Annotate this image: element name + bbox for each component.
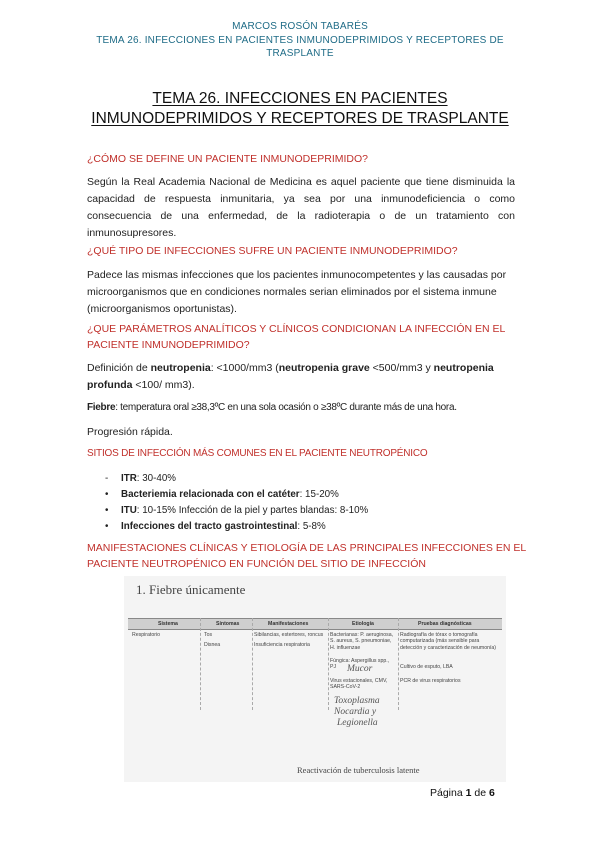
- question-parameters: ¿QUE PARÁMETROS ANALÍTICOS Y CLÍNICOS CONDICIONAN LA INFECCIÓN EN EL PACIENTE INMUNODEPRIMIDO?: [87, 323, 505, 351]
- table-header-cell: Síntomas: [216, 621, 240, 627]
- paragraph-progresion: Progresión rápida.: [87, 426, 173, 438]
- table-cell: Tos: [204, 632, 213, 638]
- handwritten-note: Nocardia y: [334, 707, 377, 717]
- paragraph-definition: Según la Real Academia Nacional de Medicina es aquel paciente que tiene disminuida la capacidad de respuesta inmunitaria, ya sea por una inmunodeficiencia o como consecuencia de una enfermedad, de la radioterapia o de un tratamiento con inmunosupresores.: [87, 176, 515, 239]
- page-title-line1: TEMA 26. INFECCIONES EN PACIENTES: [152, 90, 448, 107]
- page-number: Página 1 de 6: [430, 787, 495, 799]
- table-header-row: [128, 618, 502, 630]
- list-item: • ITU: 10-15% Infección de la piel y partes blandas: 8-10%: [105, 505, 369, 516]
- question-definition: ¿CÓMO SE DEFINE UN PACIENTE INMUNODEPRIMIDO?: [87, 153, 368, 165]
- handwritten-note: Toxoplasma: [334, 696, 380, 706]
- handwritten-note: Legionella: [337, 718, 378, 728]
- table-cell: Respiratorio: [132, 632, 160, 638]
- table-header-cell: Pruebas diagnósticas: [418, 621, 472, 627]
- table-cell: Disnea: [204, 642, 221, 648]
- question-infection-type: ¿QUÉ TIPO DE INFECCIONES SUFRE UN PACIENTE INMUNODEPRIMIDO?: [87, 245, 458, 257]
- page-title-line2: INMUNODEPRIMIDOS Y RECEPTORES DE TRASPLANTE: [91, 110, 509, 127]
- clinical-table-figure: [124, 576, 506, 782]
- table-cell: Fúngica: Aspergillus spp., PJ: [330, 658, 390, 671]
- table-cell: Bacterianas: P. aeruginosa, S. aureus, S. pneumoniae, H. influenzae: [330, 632, 394, 651]
- list-item: • Infecciones del tracto gastrointestinal: 5-8%: [105, 521, 326, 532]
- header-author: MARCOS ROSÓN TABARÉS: [232, 21, 368, 32]
- paragraph-infection-type: Padece las mismas infecciones que los pacientes inmunocompetentes y las causadas por microorganismos que en condiciones normales serian eliminados por el sistema inmune (microorganismos oportunistas).: [87, 269, 507, 315]
- header-topic-cont: TRASPLANTE: [266, 48, 334, 59]
- heading-infection-sites: SITIOS DE INFECCIÓN MÁS COMUNES EN EL PACIENTE NEUTROPÉNICO: [87, 448, 428, 459]
- table-header-cell: Sistema: [158, 621, 178, 627]
- figure-title: 1. Fiebre únicamente: [136, 582, 246, 597]
- paragraph-neutropenia: Definición de neutropenia: <1000/mm3 (neutropenia grave <500/mm3 y neutropenia profunda <100/ mm3).: [87, 362, 494, 391]
- handwritten-note: Mucor: [347, 664, 373, 674]
- table-cell: Sibilancias, estertores, roncus: [254, 632, 324, 638]
- heading-clinical-manifestations: MANIFESTACIONES CLÍNICAS Y ETIOLOGÍA DE LAS PRINCIPALES INFECCIONES EN EL PACIENTE NEUTROPÉNICO EN FUNCIÓN DEL SITIO DE INFECCIÓN: [87, 542, 526, 570]
- list-item: - ITR: 30-40%: [105, 473, 176, 484]
- table-header-cell: Manifestaciones: [268, 621, 309, 627]
- paragraph-fiebre: Fiebre: temperatura oral ≥38,3ºC en una sola ocasión o ≥38ºC durante más de una hora.: [87, 402, 457, 413]
- table-cell: Virus estacionales, CMV, SARS-CoV-2: [330, 678, 388, 691]
- list-item: • Bacteriemia relacionada con el catéter: 15-20%: [105, 489, 339, 500]
- header-topic: TEMA 26. INFECCIONES EN PACIENTES INMUNODEPRIMIDOS Y RECEPTORES DE: [96, 35, 504, 46]
- table-cell: Insuficiencia respiratoria: [254, 642, 310, 648]
- table-cell: Cultivo de esputo, LBA: [400, 664, 453, 670]
- table-cell: PCR de virus respiratorios: [400, 678, 461, 684]
- infection-sites-list: [105, 471, 525, 535]
- figure-footnote: Reactivación de tuberculosis latente: [297, 765, 420, 775]
- table-header-cell: Etiología: [352, 621, 374, 627]
- table-cell: Radiografía de tórax o tomografía computarizada (más sensible para detección y caracterización de neumonía): [400, 632, 497, 651]
